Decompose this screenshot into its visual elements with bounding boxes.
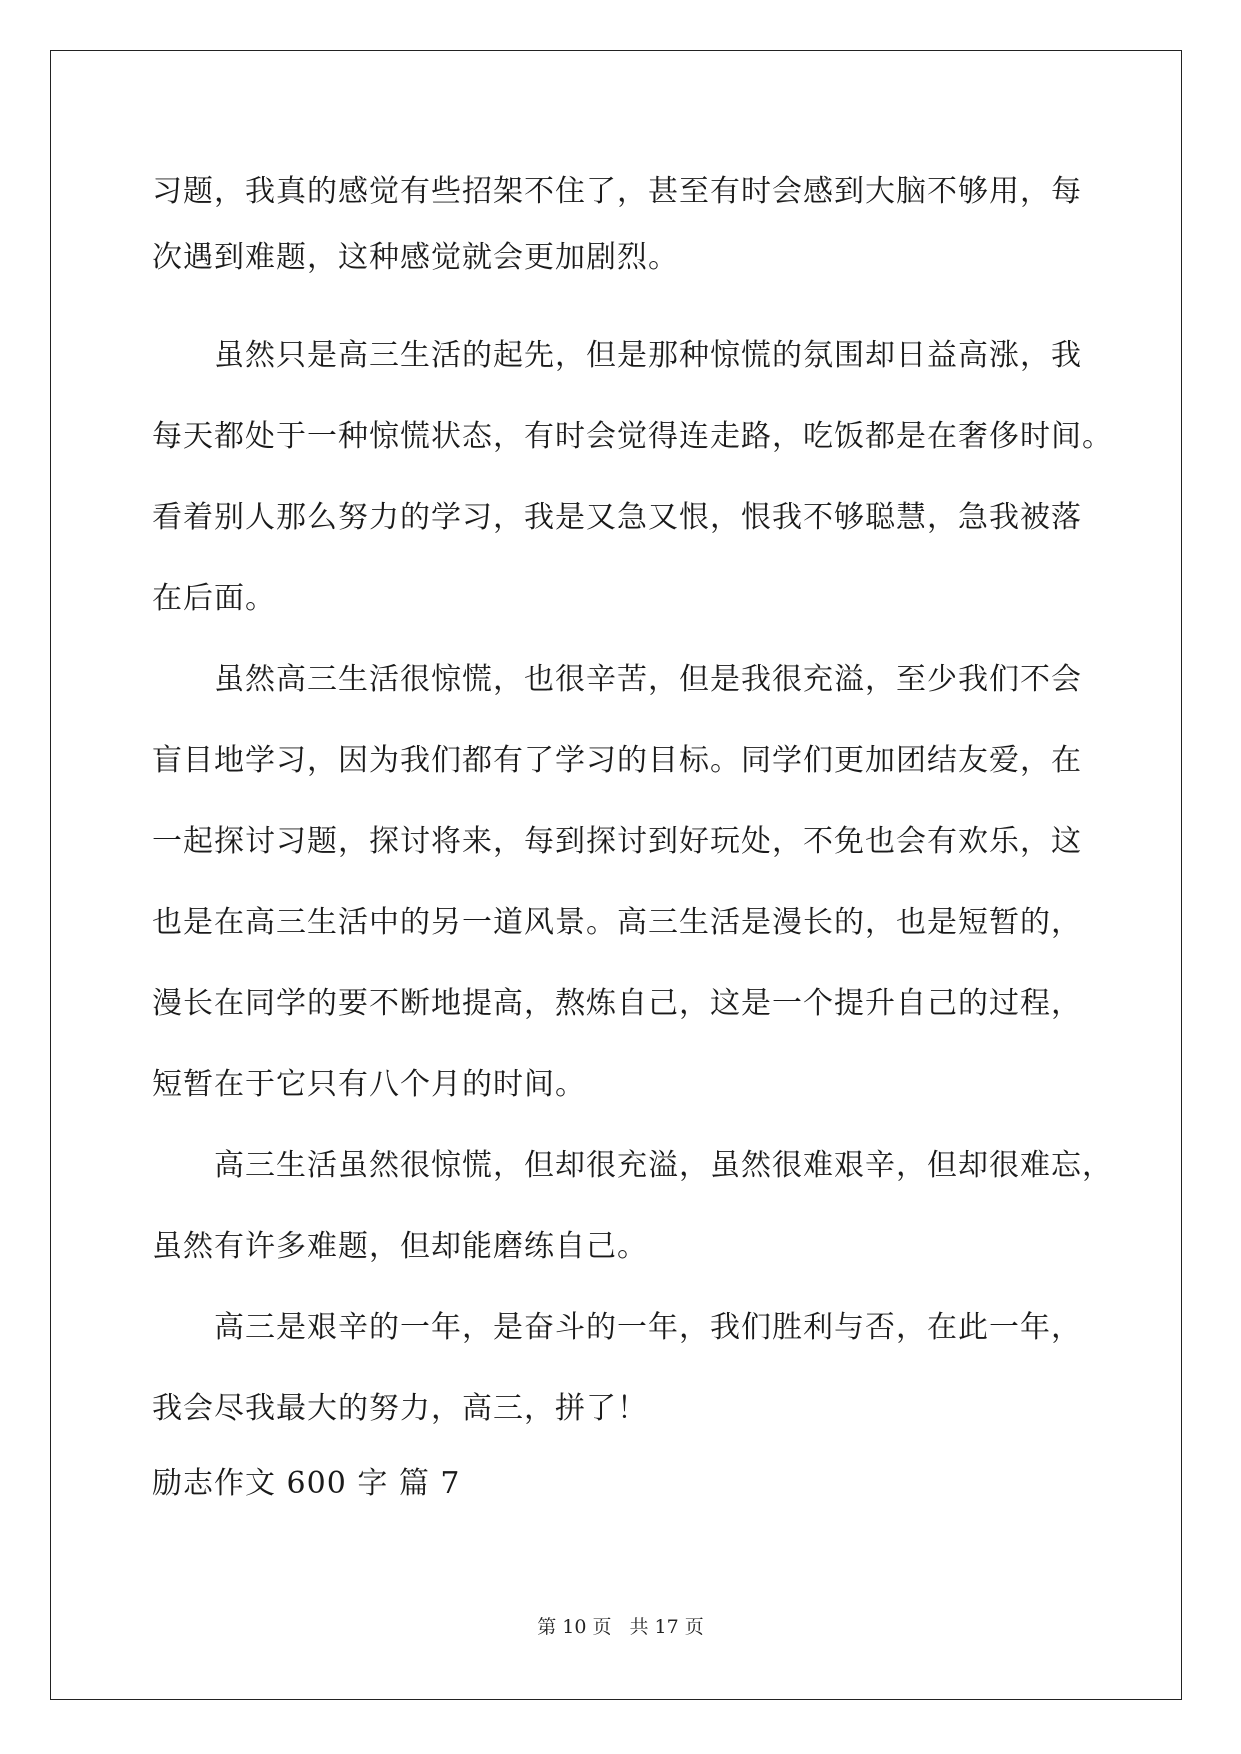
paragraph-line: 盲目地学习，因为我们都有了学习的目标。同学们更加团结友爱，在: [152, 743, 1082, 778]
paragraph-line: 习题，我真的感觉有些招架不住了，甚至有时会感到大脑不够用，每: [152, 174, 1082, 209]
current-page-number: 第 10 页: [537, 1616, 612, 1638]
paragraph-line: 看着别人那么努力的学习，我是又急又恨，恨我不够聪慧，急我被落: [152, 500, 1082, 535]
total-page-count: 共 17 页: [629, 1616, 704, 1638]
paragraph-line: 我会尽我最大的努力，高三，拼了！: [152, 1391, 648, 1426]
paragraph-line: 漫长在同学的要不断地提高，熬炼自己，这是一个提升自己的过程，: [152, 986, 1082, 1021]
paragraph-line: 也是在高三生活中的另一道风景。高三生活是漫长的，也是短暂的，: [152, 905, 1082, 940]
page-border: [50, 50, 1182, 1700]
paragraph-line: 一起探讨习题，探讨将来，每到探讨到好玩处，不免也会有欢乐，这: [152, 824, 1082, 859]
paragraph-line: 短暂在于它只有八个月的时间。: [152, 1067, 586, 1102]
paragraph-line: 高三生活虽然很惊慌，但却很充溢，虽然很难艰辛，但却很难忘，: [214, 1148, 1113, 1183]
paragraph-line: 虽然有许多难题，但却能磨练自己。: [152, 1229, 648, 1264]
page-footer: [0, 1615, 1241, 1639]
paragraph-line: 虽然只是高三生活的起先，但是那种惊慌的氛围却日益高涨，我: [214, 338, 1082, 373]
paragraph-line: 每天都处于一种惊慌状态，有时会觉得连走路，吃饭都是在奢侈时间。: [152, 419, 1113, 454]
section-heading: 励志作文 600 字 篇 7: [152, 1466, 461, 1501]
paragraph-line: 高三是艰辛的一年，是奋斗的一年，我们胜利与否，在此一年，: [214, 1310, 1082, 1345]
paragraph-line: 次遇到难题，这种感觉就会更加剧烈。: [152, 240, 679, 275]
paragraph-line: 虽然高三生活很惊慌，也很辛苦，但是我很充溢，至少我们不会: [214, 662, 1082, 697]
paragraph-line: 在后面。: [152, 581, 276, 616]
